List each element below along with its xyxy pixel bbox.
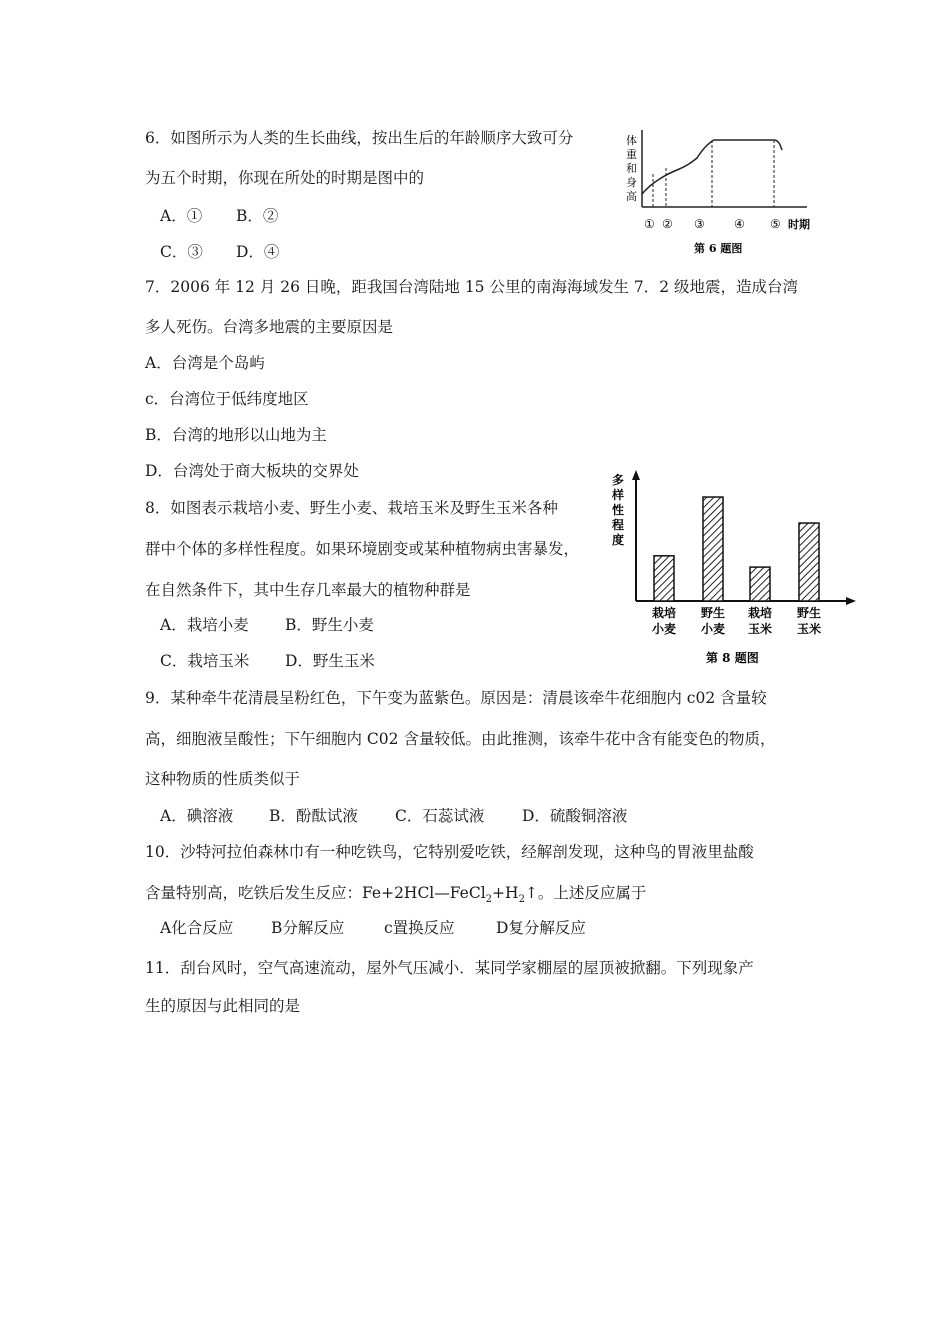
- q10-option-d: D复分解反应: [496, 919, 586, 937]
- growth-curve-figure: [622, 122, 832, 262]
- x-axis-arrow: [846, 597, 856, 605]
- category-label-1: 小麦: [700, 622, 726, 636]
- q10-option-c: c置换反应: [384, 919, 455, 937]
- bar-1: [703, 497, 723, 601]
- q8-text-line-3: 在自然条件下，其中生存几率最大的植物种群是: [145, 581, 471, 599]
- q9-option-a: A．碘溶液: [160, 807, 234, 825]
- category-label-0: 栽培: [651, 606, 677, 620]
- growth-curve-ylabel: [626, 133, 637, 203]
- ylabel-char: 重: [626, 148, 637, 161]
- ylabel-char: 身: [626, 176, 637, 189]
- ylabel-char: 度: [612, 533, 625, 547]
- q10-line2-part-a: 含量特别高，吃铁后发生反应：Fe+2HCl—FeCl: [145, 884, 486, 902]
- chart-caption: 第 8 题图: [706, 651, 759, 665]
- bar-0: [654, 556, 674, 601]
- q11-text-line-1: 11．刮台风时，空气高速流动，屋外气压减小．某同学家棚屋的屋顶被掀翻。下列现象产: [145, 959, 754, 977]
- category-label-0: 小麦: [651, 622, 677, 636]
- period-tick-4: ④: [734, 217, 745, 231]
- ylabel-char: 样: [612, 488, 625, 502]
- ylabel-char: 多: [612, 473, 625, 487]
- q10-line2-part-b: +H: [492, 884, 519, 902]
- category-label-3: 野生: [796, 606, 822, 620]
- q10-option-a: A化合反应: [160, 919, 234, 937]
- q7-text-line-1: 7．2006 年 12 月 26 日晚，距我国台湾陆地 15 公里的南海海域发生 7．2 级地震，造成台湾: [145, 278, 799, 296]
- q9-text-line-1: 9．某种牵牛花清晨呈粉红色，下午变为蓝紫色。原因是：清晨该牵牛花细胞内 c02 含量较: [145, 689, 767, 707]
- y-axis-arrow: [632, 470, 640, 480]
- q8-option-c: C．栽培玉米: [160, 652, 250, 670]
- growth-curve-caption: 第 6 题图: [694, 242, 743, 255]
- q10-subscript: 2: [485, 894, 493, 906]
- q8-text-line-1: 8．如图表示栽培小麦、野生小麦、栽培玉米及野生玉米各种: [145, 499, 558, 517]
- q6-option-b: B．②: [236, 207, 279, 225]
- q11-text-line-2: 生的原因与此相同的是: [145, 997, 301, 1015]
- period-tick-5: ⑤: [770, 217, 781, 231]
- bar-2: [750, 567, 770, 601]
- q7-text-line-2: 多人死伤。台湾多地震的主要原因是: [145, 318, 394, 336]
- q9-option-c: C．石蕊试液: [395, 807, 485, 825]
- q10-text-line-1: 10．沙特河拉伯森林巾有一种吃铁鸟，它特别爱吃铁，经解剖发现，这种鸟的胃液里盐酸: [145, 843, 754, 861]
- q6-option-d: D．④: [236, 243, 280, 261]
- category-label-2: 栽培: [747, 606, 773, 620]
- growth-curve-xlabel: 时期: [788, 218, 810, 231]
- ylabel-char: 高: [626, 190, 637, 203]
- q8-text-line-2: 群中个体的多样性程度。如果环境剧变或某种植物病虫害暴发，: [145, 540, 580, 558]
- chart-ylabel: [611, 472, 624, 547]
- period-tick-1: ①: [644, 217, 655, 231]
- q6-option-a: A．①: [160, 207, 203, 225]
- period-tick-3: ③: [694, 217, 705, 231]
- q7-option-d: D．台湾处于商大板块的交界处: [145, 462, 359, 480]
- q10-subscript: 2: [518, 894, 525, 906]
- q7-option-b: B．台湾的地形以山地为主: [145, 426, 327, 444]
- ylabel-char: 程: [612, 518, 625, 532]
- q6-text-line-2: 为五个时期，你现在所处的时期是图中的: [145, 169, 425, 187]
- q8-option-a: A．栽培小麦: [160, 616, 249, 634]
- ylabel-char: 性: [612, 503, 625, 517]
- ylabel-char: 和: [626, 162, 637, 175]
- q6-text-line-1: 6．如图所示为人类的生长曲线，按出生后的年龄顺序大致可分: [145, 129, 574, 147]
- q7-option-c: c．台湾位于低纬度地区: [145, 390, 309, 408]
- q9-option-d: D．硫酸铜溶液: [522, 807, 628, 825]
- ylabel-char: 体: [626, 134, 637, 147]
- q7-option-a: A．台湾是个岛屿: [145, 354, 265, 372]
- bar-3: [799, 523, 819, 601]
- diversity-bar-chart: [608, 468, 858, 673]
- q8-option-b: B．野生小麦: [285, 616, 374, 634]
- q9-option-b: B．酚酞试液: [269, 807, 358, 825]
- category-label-1: 野生: [700, 606, 726, 620]
- q6-option-c: C．③: [160, 243, 203, 261]
- category-label-3: 玉米: [796, 622, 822, 636]
- q10-line2-part-c: ↑。上述反应属于: [524, 884, 647, 902]
- q8-option-d: D．野生玉米: [285, 652, 375, 670]
- period-tick-2: ②: [662, 217, 673, 231]
- q9-text-line-3: 这种物质的性质类似于: [145, 770, 301, 788]
- category-label-2: 玉米: [747, 622, 773, 636]
- q10-option-b: B分解反应: [271, 919, 345, 937]
- q10-text-line-2: [145, 883, 646, 910]
- q9-text-line-2: 高，细胞液呈酸性；下午细胞内 C02 含量较低。由此推测，该牵牛花中含有能变色的物质，: [145, 730, 776, 748]
